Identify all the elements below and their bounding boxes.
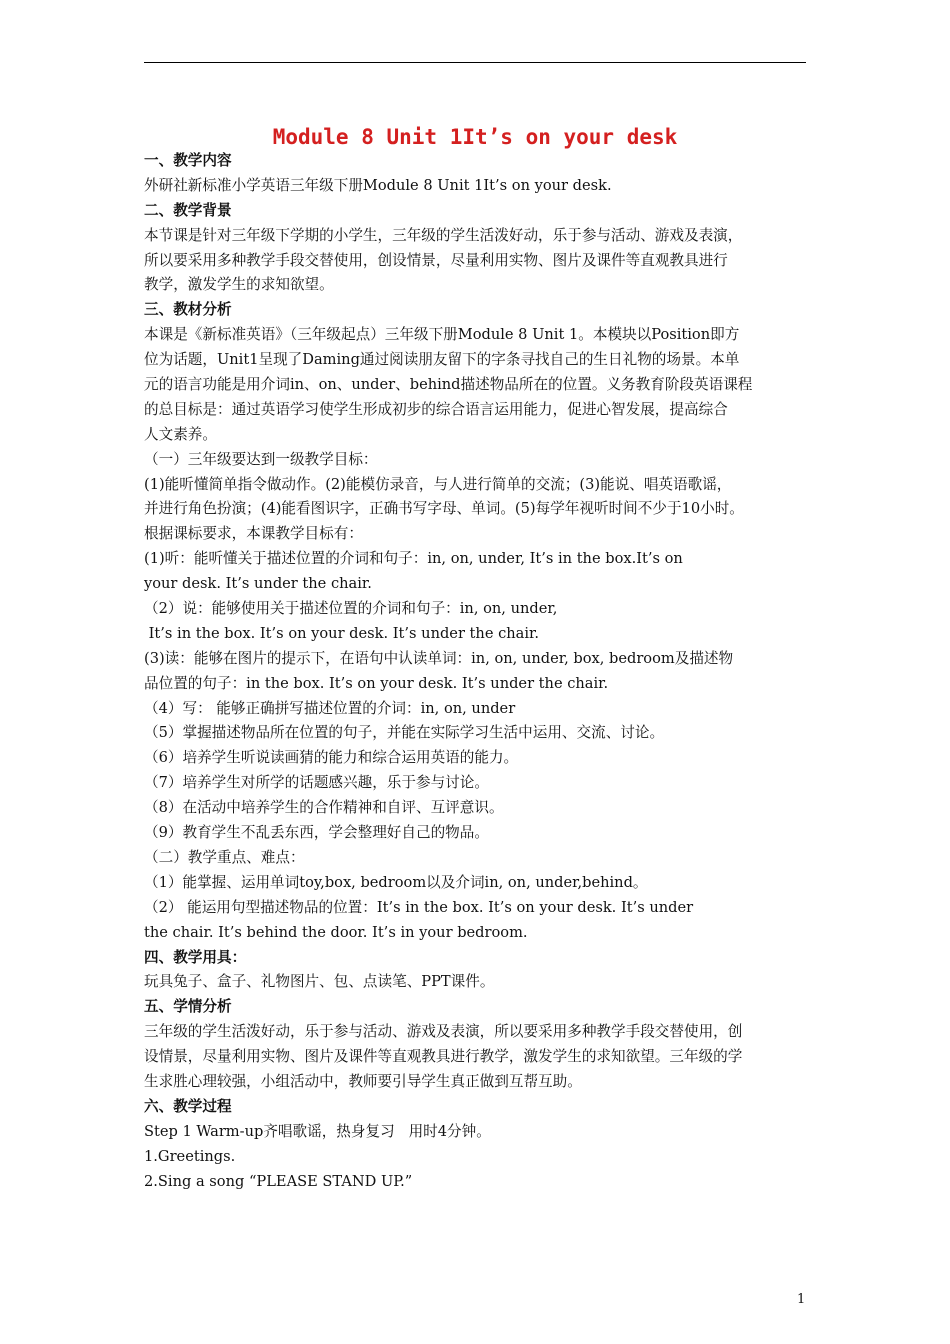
body-line: 品位置的句子：in the box. It’s on your desk. It’s under the chair. [144, 674, 609, 692]
section-heading: 六、教学过程 [144, 1097, 232, 1115]
body-line: the chair. It’s behind the door. It’s in your bedroom. [144, 923, 528, 941]
body-line: your desk. It’s under the chair. [144, 575, 372, 593]
body-line: 教学，激发学生的求知欲望。 [144, 276, 334, 294]
body-line: 并进行角色扮演；(4)能看图识字，正确书写字母、单词。(5)每学年视听时间不少于10小时。 [144, 500, 744, 518]
body-line: 所以要采用多种教学手段交替使用，创设情景，尽量利用实物、图片及课件等直观教具进行 [144, 251, 728, 269]
body-line: (3)读：能够在图片的提示下，在语句中认读单词：in, on, under, box, bedroom及描述物 [144, 649, 734, 667]
body-line: （二）教学重点、难点： [144, 848, 305, 866]
body-line: 玩具兔子、盒子、礼物图片、包、点读笔、PPT课件。 [144, 973, 495, 991]
body-line: （7）培养学生对所学的话题感兴趣，乐于参与讨论。 [144, 774, 489, 792]
body-line: 外研社新标准小学英语三年级下册Module 8 Unit 1It’s on your desk. [144, 176, 612, 194]
page-number: 1 [797, 1292, 806, 1307]
body-line: 本节课是针对三年级下学期的小学生，三年级的学生活泼好动，乐于参与活动、游戏及表演， [144, 226, 743, 244]
body-line: 根据课标要求，本课教学目标有： [144, 525, 363, 543]
body-line: 位为话题，Unit1呈现了Daming通过阅读朋友留下的字条寻找自己的生日礼物的场景。本单 [144, 351, 740, 369]
body-line: (1)能听懂简单指令做动作。(2)能模仿录音，与人进行简单的交流；(3)能说、唱英语歌谣， [144, 475, 732, 493]
body-line: （5）掌握描述物品所在位置的句子，并能在实际学习生活中运用、交流、讨论。 [144, 724, 665, 742]
body-line: （6）培养学生听说读画猜的能力和综合运用英语的能力。 [144, 749, 519, 767]
body-line: （一）三年级要达到一级教学目标： [144, 450, 378, 468]
body-line: It’s in the box. It’s on your desk. It’s under the chair. [144, 624, 540, 642]
body-line: （1）能掌握、运用单词toy,box, bedroom以及介词in, on, under,behind。 [144, 873, 648, 891]
body-line: (1)听：能听懂关于描述位置的介词和句子：in, on, under, It’s in the box.It’s on [144, 550, 683, 568]
body-line: （9）教育学生不乱丢东西，学会整理好自己的物品。 [144, 824, 489, 842]
body-line: 1.Greetings. [144, 1147, 236, 1165]
header-rule [144, 62, 806, 63]
body-line: 三年级的学生活泼好动，乐于参与活动、游戏及表演，所以要采用多种教学手段交替使用，创 [144, 1023, 743, 1041]
body-line: 设情景，尽量利用实物、图片及课件等直观教具进行教学，激发学生的求知欲望。三年级的学 [144, 1048, 743, 1066]
body-line: （2） 能运用句型描述物品的位置：It’s in the box. It’s on your desk. It’s under [144, 898, 694, 916]
body-line: 的总目标是：通过英语学习使学生形成初步的综合语言运用能力，促进心智发展，提高综合 [144, 400, 728, 418]
section-heading: 四、教学用具： [144, 948, 247, 966]
body-line: （4）写： 能够正确拼写描述位置的介词：in, on, under [144, 699, 516, 717]
document-title: Module 8 Unit 1It’s on your desk [272, 125, 678, 149]
body-line: 2.Sing a song “PLEASE STAND UP.” [144, 1172, 413, 1190]
section-heading: 二、教学背景 [144, 201, 232, 219]
document-body [144, 149, 810, 1194]
section-heading: 五、学情分析 [144, 998, 232, 1016]
section-heading: 一、教学内容 [144, 152, 232, 169]
body-line: 人文素养。 [144, 425, 217, 443]
body-line: 本课是《新标准英语》（三年级起点）三年级下册Module 8 Unit 1。本模块以Position即方 [144, 326, 740, 344]
section-heading: 三、教材分析 [144, 301, 232, 319]
body-line: 元的语言功能是用介词in、on、under、behind描述物品所在的位置。义务教育阶段英语课程 [144, 376, 753, 394]
body-line: （2）说：能够使用关于描述位置的介词和句子：in, on, under, [144, 600, 558, 618]
body-line: Step 1 Warm-up齐唱歌谣，热身复习 用时4分钟。 [144, 1122, 491, 1140]
body-line: （8）在活动中培养学生的合作精神和自评、互评意识。 [144, 799, 504, 817]
body-line: 生求胜心理较强，小组活动中，教师要引导学生真正做到互帮互助。 [144, 1072, 582, 1090]
